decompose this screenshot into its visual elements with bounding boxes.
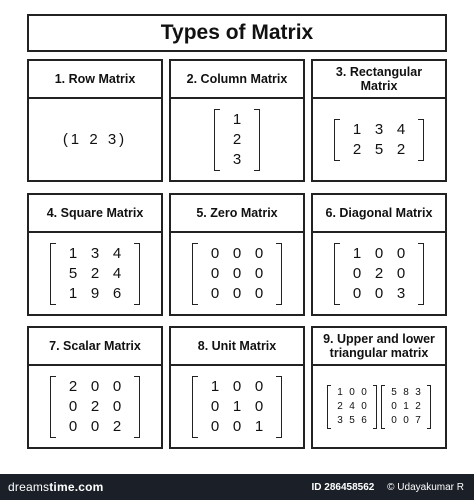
card-heading: 2. Column Matrix [171,61,303,99]
right-bracket [134,376,140,438]
matrix-entry: 0 [232,264,242,282]
card-body [29,233,161,314]
matrix-entry: 4 [396,120,406,138]
card-heading: 5. Zero Matrix [171,195,303,233]
card-body [171,233,303,314]
right-bracket [134,243,140,305]
matrix-card [27,193,163,316]
matrix-entry: 2 [352,140,362,158]
matrix-entry: 6 [112,284,122,302]
matrix-card [311,59,447,182]
matrix-entry: 0 [254,244,264,262]
matrix-entry: 0 [90,377,100,395]
matrix-entry: 2 [396,140,406,158]
author-credit: © Udayakumar R [387,481,464,493]
matrix-entry: 3 [232,150,242,168]
matrix [327,385,377,429]
matrix-entry: 2 [68,377,78,395]
matrix-entry: 0 [352,264,362,282]
matrix [214,109,260,171]
matrix [192,243,282,305]
matrix-entry: 0 [254,377,264,395]
card-body [313,366,445,447]
matrix-entry: 6 [361,414,367,426]
matrix-card [27,326,163,449]
stock-footer [0,474,474,500]
matrix-entry: 2 [112,417,122,435]
card-body [313,233,445,314]
card-heading: 9. Upper and lower triangular matrix [313,328,445,366]
card-heading: 1. Row Matrix [29,61,161,99]
matrix-entry: 2 [90,397,100,415]
matrix-entry: 2 [90,264,100,282]
matrix-entry: 1 [403,400,409,412]
matrix-entry: 1 [352,244,362,262]
matrix-entry: 2 [415,400,421,412]
site-logo[interactable]: dreamstime.com [8,480,104,494]
matrix-entry: 0 [396,264,406,282]
image-id: ID 286458562 [311,481,375,493]
matrix [50,376,140,438]
matrix-entry: 0 [210,244,220,262]
card-heading: 7. Scalar Matrix [29,328,161,366]
card-body [29,366,161,447]
matrix-pair [327,385,431,429]
matrix-entry: 3 [337,414,343,426]
row-matrix-text: (1 2 3) [62,131,128,148]
matrix-card [169,193,305,316]
matrix-entry: 0 [391,400,397,412]
matrix-entry: 0 [232,377,242,395]
matrix-entry: 1 [337,386,343,398]
matrix-entry: 2 [232,130,242,148]
matrix-entry: 5 [68,264,78,282]
matrix-entry: 1 [254,417,264,435]
matrix-entry: 0 [68,417,78,435]
matrix-entry: 0 [112,377,122,395]
matrix-entry: 1 [232,397,242,415]
matrix [50,243,140,305]
card-body [29,99,161,180]
matrix-entry: 9 [90,284,100,302]
matrix-entry: 0 [254,397,264,415]
matrix-entry: 1 [68,284,78,302]
matrix-entry: 5 [349,414,355,426]
card-heading: 8. Unit Matrix [171,328,303,366]
matrix-card [27,59,163,182]
matrix-entry: 0 [210,417,220,435]
right-bracket [427,385,431,429]
card-body [313,99,445,180]
matrix-entry: 1 [232,110,242,128]
matrix-entry: 1 [352,120,362,138]
card-body [171,366,303,447]
image-meta [312,482,464,493]
matrix-entry: 0 [232,417,242,435]
matrix-entry: 0 [90,417,100,435]
matrix-entry: 2 [337,400,343,412]
matrix-entry: 0 [68,397,78,415]
page-title: Types of Matrix [160,21,314,44]
right-bracket [276,243,282,305]
matrix-entry: 0 [361,386,367,398]
matrix-card [311,326,447,449]
matrix [334,243,424,305]
matrix-card [311,193,447,316]
card-heading: 6. Diagonal Matrix [313,195,445,233]
matrix [192,376,282,438]
matrix-entry: 0 [391,414,397,426]
matrix-entry: 3 [374,120,384,138]
matrix-entry: 3 [396,284,406,302]
matrix-entry: 0 [349,386,355,398]
matrix-entry: 3 [90,244,100,262]
matrix-entry: 8 [403,386,409,398]
matrix-entry: 0 [352,284,362,302]
matrix-entry: 0 [210,284,220,302]
matrix-entry: 0 [403,414,409,426]
matrix-entry: 5 [391,386,397,398]
matrix-entry: 0 [396,244,406,262]
right-bracket [418,119,424,161]
matrix-entry: 0 [112,397,122,415]
matrix-entry: 7 [415,414,421,426]
matrix-card [169,326,305,449]
matrix [381,385,431,429]
right-bracket [373,385,377,429]
matrix-entry: 0 [374,284,384,302]
matrix-card [169,59,305,182]
matrix-entry: 4 [112,264,122,282]
matrix-entry: 4 [112,244,122,262]
matrix-entry: 5 [374,140,384,158]
matrix-entry: 0 [254,284,264,302]
right-bracket [418,243,424,305]
matrix-entry: 0 [254,264,264,282]
matrix-entry: 3 [415,386,421,398]
matrix-entry: 1 [68,244,78,262]
matrix-entry: 0 [374,244,384,262]
right-bracket [254,109,260,171]
title-box [27,14,447,52]
card-heading: 4. Square Matrix [29,195,161,233]
right-bracket [276,376,282,438]
matrix-entry: 0 [210,264,220,282]
matrix [334,119,424,161]
card-body [171,99,303,180]
card-heading: 3. Rectangular Matrix [313,61,445,99]
matrix-entry: 0 [361,400,367,412]
matrix-entry: 1 [210,377,220,395]
matrix-entry: 2 [374,264,384,282]
matrix-entry: 4 [349,400,355,412]
matrix-entry: 0 [232,244,242,262]
matrix-entry: 0 [232,284,242,302]
matrix-entry: 0 [210,397,220,415]
